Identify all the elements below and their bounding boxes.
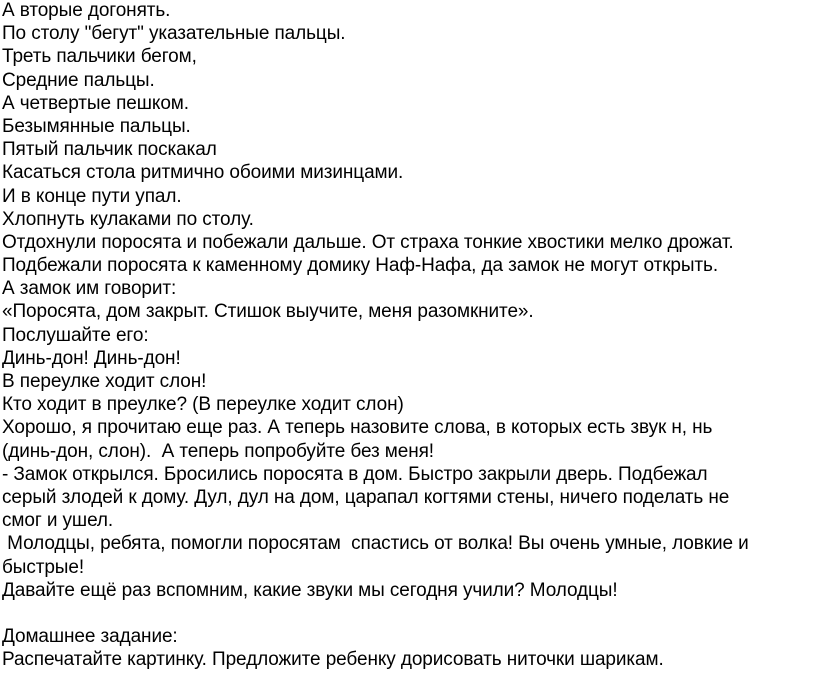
text-line: Отдохнули поросята и побежали дальше. От страха тонкие хвостики мелко дрожат. (2, 231, 734, 253)
text-line: И в конце пути упал. (2, 185, 182, 207)
text-line: Средние пальцы. (2, 69, 155, 91)
text-line: (динь-дон, слон). А теперь попробуйте без меня! (2, 440, 434, 462)
text-line: Кто ходит в преулке? (В переулке ходит слон) (2, 394, 404, 416)
text-line: серый злодей к дому. Дул, дул на дом, царапал когтями стены, ничего поделать не (2, 486, 730, 508)
text-line: Хорошо, я прочитаю еще раз. А теперь назовите слова, в которых есть звук н, нь (2, 417, 713, 439)
text-line: Безымянные пальцы. (2, 115, 191, 137)
text-line: Подбежали поросята к каменному домику Наф-Нафа, да замок не могут открыть. (2, 255, 719, 277)
text-line: А четвертые пешком. (2, 92, 189, 114)
text-line: Послушайте его: (2, 324, 149, 346)
text-line: А вторые догонять. (2, 0, 171, 21)
text-line: Треть пальчики бегом, (2, 46, 197, 68)
text-line: Молодцы, ребята, помогли поросятам спастись от волка! Вы очень умные, ловкие и (2, 533, 749, 555)
text-line: «Поросята, дом закрыт. Стишок выучите, меня разомкните». (2, 301, 534, 323)
text-line: Давайте ещё раз вспомним, какие звуки мы сегодня учили? Молодцы! (2, 579, 618, 601)
text-line: По столу "бегут" указательные пальцы. (2, 23, 346, 45)
document-body (2, 0, 814, 671)
text-line: смог и ушел. (2, 510, 114, 532)
text-line: быстрые! (2, 556, 85, 578)
text-line: - Замок открылся. Бросились поросята в дом. Быстро закрыли дверь. Подбежал (2, 463, 708, 485)
text-line: А замок им говорит: (2, 278, 177, 300)
text-line: Касаться стола ритмично обоими мизинцами. (2, 162, 404, 184)
text-line: Хлопнуть кулаками по столу. (2, 208, 254, 230)
text-line: В переулке ходит слон! (2, 371, 207, 392)
homework-heading: Домашнее задание: (2, 626, 178, 648)
homework-text: Распечатайте картинку. Предложите ребенку дорисовать ниточки шарикам. (2, 649, 664, 671)
blank-line (2, 602, 814, 625)
text-line: Пятый пальчик поскакал (2, 139, 217, 161)
text-line: Динь-дон! Динь-дон! (2, 347, 181, 369)
